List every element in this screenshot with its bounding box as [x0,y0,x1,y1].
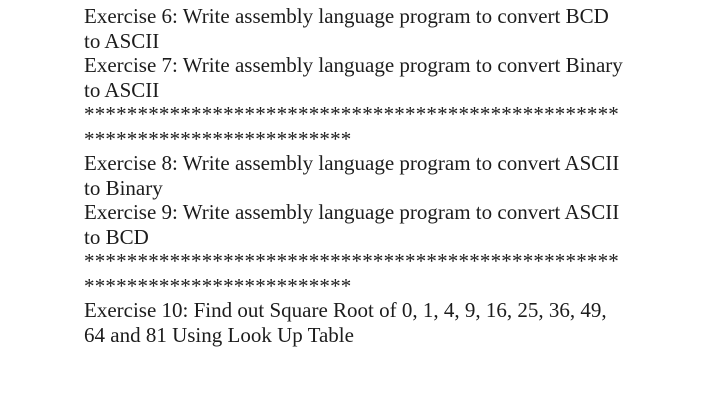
exercise-10-line-1: Exercise 10: Find out Square Root of 0, 1, 4, 9, 16, 25, 36, 49, [84,298,607,322]
exercise-6-line-2: to ASCII [84,28,160,53]
separator-1-line-2: ************************* [84,126,352,151]
exercise-8 [84,151,644,200]
separator-2-line-2: ************************* [84,273,352,298]
exercise-7-line-1: Exercise 7: Write assembly language program to convert Binary [84,53,623,77]
separator-2-line-1: ************************************************** [84,249,619,273]
exercise-6-line-1: Exercise 6: Write assembly language program to convert BCD [84,4,609,28]
exercise-9-line-1: Exercise 9: Write assembly language program to convert ASCII [84,200,620,224]
exercise-9 [84,200,644,249]
exercise-7 [84,53,644,102]
exercise-10 [84,298,644,347]
exercise-6 [84,4,644,53]
exercise-10-line-2: 64 and 81 Using Look Up Table [84,322,354,347]
exercise-9-line-2: to BCD [84,224,149,249]
exercise-8-line-1: Exercise 8: Write assembly language program to convert ASCII [84,151,620,175]
separator-1 [84,102,644,151]
separator-1-line-1: ************************************************** [84,102,619,126]
separator-2 [84,249,644,298]
document-text [84,4,644,347]
exercise-8-line-2: to Binary [84,175,163,200]
exercise-7-line-2: to ASCII [84,77,160,102]
